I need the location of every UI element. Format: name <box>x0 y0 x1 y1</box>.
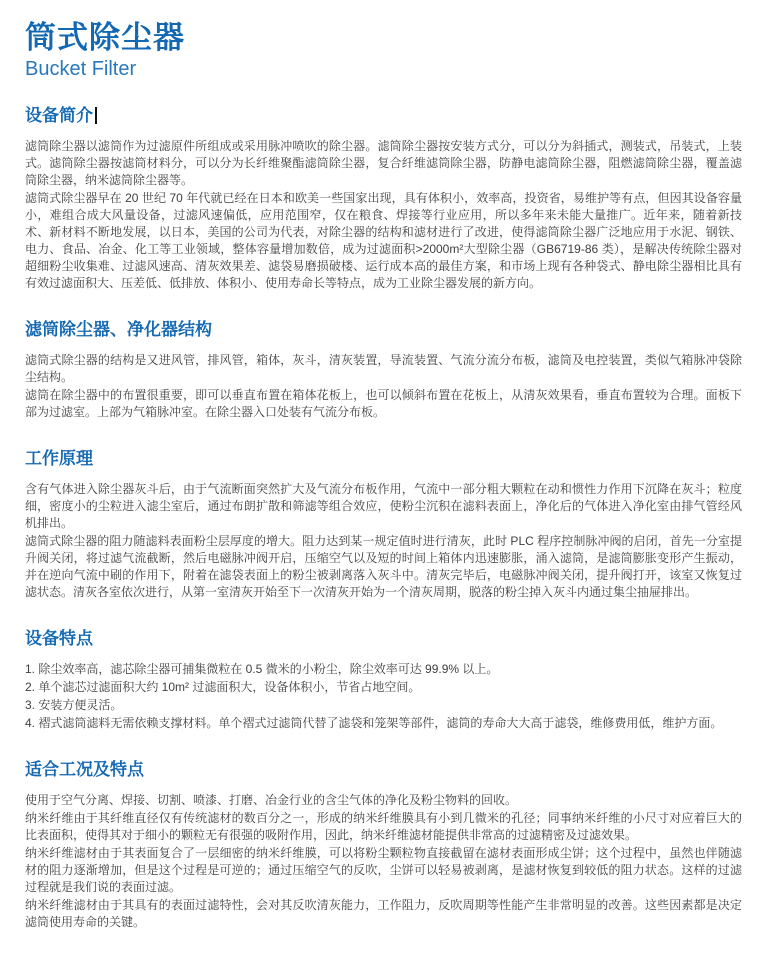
structure-body <box>25 352 742 421</box>
conditions-paragraph-3: 纳米纤维滤材由于其表面复合了一层细密的纳米纤维膜，可以将粉尘颗粒物直接截留在滤材表面形成尘饼；这个过程中，虽然也伴随滤材的阻力逐渐增加，但是这个过程是可逆的；通过压缩空气的反吹，尘饼可以轻易被剥离，是滤材恢复到较低的阻力状态。这样的过滤过程就是我们说的表面过滤。 <box>25 846 742 894</box>
intro-body <box>25 138 742 292</box>
intro-paragraph-2: 滤筒式除尘器早在 20 世纪 70 年代就已经在日本和欧美一些国家出现，具有体积小，效率高，投资省，易维护等有点，但因其设备容量小，难组合成大风量设备，过滤风速偏低，应用范围窄，仅在粮食、焊接等行业应用，所以多年来未能大量推广。近年来，随着新技术、新材料不断地发展，以日本，美国的公司为代表，对除尘器的结构和滤材进行了改进，使得滤筒除尘器广泛地应用于水泥、钢铁、电力、食品、冶金、化工等工业领域，整体容量增加数倍，成为过滤面积>2000m²大型除尘器（GB6719-86 类），是解决传统除尘器对超细粉尘收集难、过滤风速高、清灰效果差、滤袋易磨损破楼、运行成本高的最佳方案，和市场上现有各种袋式、静电除尘器相比具有有效过滤面积大、压差低、低排放、体积小、使用寿命长等特点，成为工业除尘器发展的新方向。 <box>25 191 742 290</box>
page-title: 筒式除尘器 <box>25 20 185 55</box>
section-heading-structure: 滤筒除尘器、净化器结构 <box>25 320 212 339</box>
page-subtitle: Bucket Filter <box>25 58 137 80</box>
structure-paragraph-2: 滤筒在除尘器中的布置很重要，即可以垂直布置在箱体花板上，也可以倾斜布置在花板上，从清灰效果看，垂直布置较为合理。面板下部为过滤室。上部为气箱脉冲室。在除尘器入口处装有气流分布板。 <box>25 388 742 419</box>
conditions-body <box>25 792 742 931</box>
section-intro <box>25 105 742 292</box>
principle-paragraph-2: 滤筒式除尘器的阻力随滤料表面粉尘层厚度的增大。阻力达到某一规定值时进行清灰，此时 PLC 程序控制脉冲阀的启闭，首先一分室提升阀关闭，将过滤气流截断，然后电磁脉冲阀开启，压缩空气以及短的时间上箱体内迅速膨胀，涌入滤筒，是滤筒膨胀变形产生振动，并在逆向气流中刷的作用下，附着在滤袋表面上的粉尘被剥离落入灰斗中。清灰完毕后，电磁脉冲阀关闭，提升阀打开，该室又恢复过滤状态。清灰各室依次进行，从第一室清灰开始至下一次清灰开始为一个清灰周期，脱落的粉尘掉入灰斗内通过集尘抽屉排出。 <box>25 534 742 599</box>
section-structure <box>25 319 742 421</box>
feature-item-2: 2. 单个滤芯过滤面积大约 10m² 过滤面积大，设备体积小，节省占地空间。 <box>25 680 421 694</box>
section-heading-features: 设备特点 <box>25 629 93 648</box>
principle-body <box>25 481 742 601</box>
page-header <box>25 20 742 81</box>
features-list <box>25 661 742 732</box>
section-heading-principle: 工作原理 <box>25 449 93 468</box>
feature-item-1: 1. 除尘效率高，滤芯除尘器可捕集微粒在 0.5 微米的小粉尘，除尘效率可达 99.9% 以上。 <box>25 662 499 676</box>
feature-item-4: 4. 褶式滤筒滤料无需依赖支撑材料。单个褶式过滤筒代替了滤袋和笼架等部件，滤筒的寿命大大高于滤袋，维修费用低，维护方面。 <box>25 716 723 730</box>
section-heading-conditions: 适合工况及特点 <box>25 760 144 779</box>
section-heading-intro <box>25 105 742 127</box>
feature-item-3: 3. 安装方便灵活。 <box>25 698 123 712</box>
section-conditions <box>25 759 742 931</box>
intro-paragraph-1: 滤筒除尘器以滤筒作为过滤原件所组成或采用脉冲喷吹的除尘器。滤筒除尘器按安装方式分，可以分为斜插式，测装式，吊装式，上装式。滤筒除尘器按滤筒材料分，可以分为长纤维聚酯滤筒除尘器，复合纤维滤筒除尘器，防静电滤筒除尘器，阻燃滤筒除尘器，覆盖滤筒除尘器，纳米滤筒除尘器等。 <box>25 139 742 187</box>
section-principle <box>25 448 742 601</box>
section-features <box>25 628 742 732</box>
conditions-paragraph-1: 使用于空气分离、焊接、切割、喷漆、打磨、冶金行业的含尘气体的净化及粉尘物料的回收。 <box>25 793 518 807</box>
conditions-paragraph-4: 纳米纤维滤材由于其具有的表面过滤特性，会对其反吹清灰能力，工作阻力，反吹周期等性能产生非常明显的改善。这些因素都是决定滤筒使用寿命的关键。 <box>25 898 742 929</box>
principle-paragraph-1: 含有气体进入除尘器灰斗后，由于气流断面突然扩大及气流分布板作用，气流中一部分粗大颗粒在动和惯性力作用下沉降在灰斗；粒度细，密度小的尘粒进入滤尘室后，通过布朗扩散和筛滤等组合效应，使粉尘沉积在滤料表面上，净化后的气体进入净化室由排气管经风机排出。 <box>25 482 742 530</box>
text-cursor <box>95 107 97 124</box>
structure-paragraph-1: 滤筒式除尘器的结构是又进风管，排风管，箱体，灰斗，清灰装置，导流装置、气流分流分布板，滤筒及电控装置，类似气箱脉冲袋除尘结构。 <box>25 353 742 384</box>
section-heading-intro-label: 设备简介 <box>25 106 93 125</box>
conditions-paragraph-2: 纳米纤维由于其纤维直径仅有传统滤材的数百分之一，形成的纳米纤维膜具有小到几微米的孔径；同事纳米纤维的小尺寸对应着巨大的比表面积，使得其对于细小的颗粒无有很强的吸附作用，因此，纳米纤维滤材能提供非常高的过滤精密及过滤效果。 <box>25 811 742 842</box>
